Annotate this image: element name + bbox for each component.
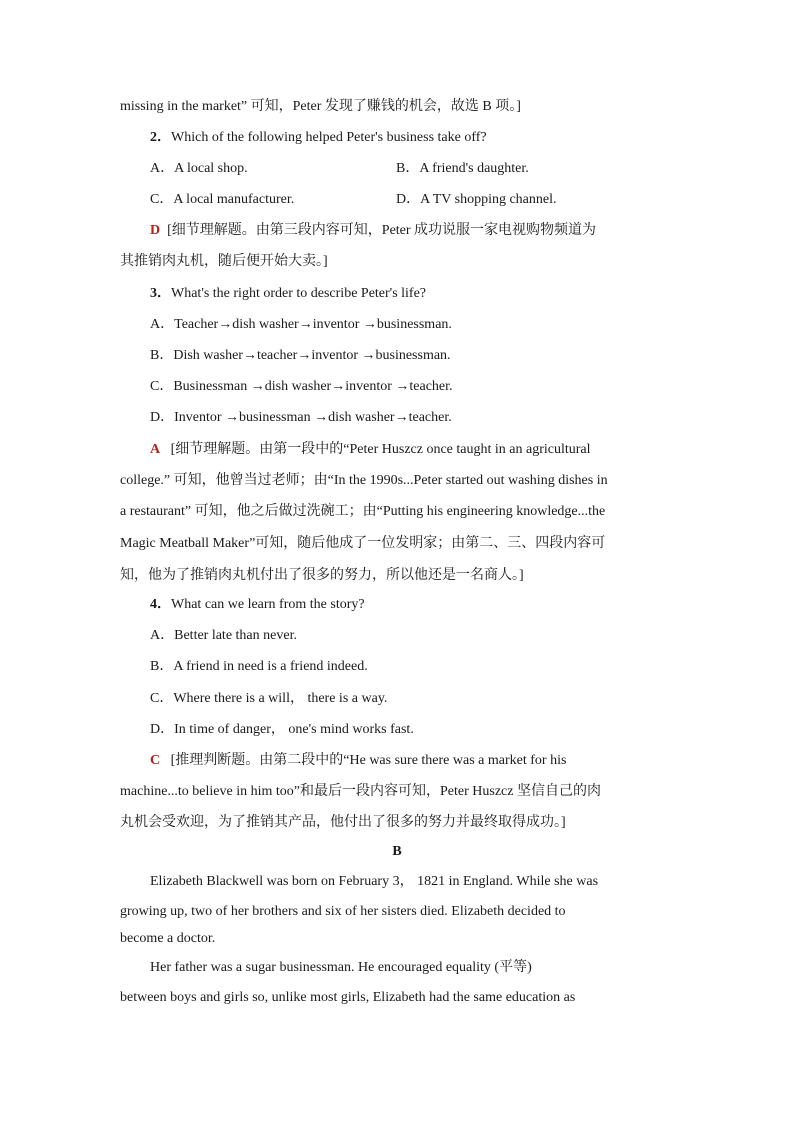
- q2-explanation-line1: [150, 221, 596, 241]
- q4-stem-line: [150, 595, 365, 615]
- q2-option-c: [150, 190, 294, 210]
- q4-option-a-text: Better late than never.: [174, 628, 297, 643]
- q4-answer: C: [150, 753, 161, 768]
- q3-explanation-line5: 知，他为了推销肉丸机付出了很多的努力，所以他还是一名商人。]: [120, 568, 524, 583]
- q3-option-d: [150, 408, 452, 428]
- q3-option-c-text: Businessman →dish washer→inventor →teacher.: [173, 379, 453, 394]
- q3-number: 3．: [150, 286, 171, 301]
- q3-option-b-text: Dish washer→teacher→inventor →businessman.: [173, 348, 451, 363]
- q4-option-b-text: A friend in need is a friend indeed.: [173, 659, 368, 674]
- q3-option-b-label: B．: [150, 348, 174, 363]
- q4-explanation-line1: [150, 751, 566, 771]
- q3-option-c: [150, 377, 453, 397]
- q3-option-a-label: A．: [150, 317, 175, 332]
- q4-stem: What can we learn from the story?: [171, 597, 365, 612]
- q3-explanation-line3: a restaurant” 可知，他之后做过洗碗工；由“Putting his engineering knowledge...the: [120, 504, 606, 519]
- section-b-p2-line2: between boys and girls so, unlike most girls, Elizabeth had the same education as: [120, 990, 576, 1005]
- q3-option-c-label: C．: [150, 379, 174, 394]
- q2-option-a-text: A local shop.: [174, 161, 248, 176]
- q4-option-c-label: C．: [150, 691, 174, 706]
- q4-explanation-text1: [推理判断题。由第二段中的“He was sure there was a market for his: [170, 753, 567, 768]
- q4-option-c-text: Where there is a will， there is a way.: [173, 691, 388, 706]
- q4-number: 4．: [150, 597, 171, 612]
- q3-explanation-line1: [150, 440, 591, 460]
- q4-option-b: [150, 657, 368, 677]
- section-b-p2-line1: Her father was a sugar businessman. He encouraged equality (平等): [150, 960, 532, 975]
- q3-option-b: [150, 346, 451, 366]
- q3-explanation-line2: college.” 可知，他曾当过老师；由“In the 1990s...Peter started out washing dishes in: [120, 473, 608, 488]
- q3-answer: A: [150, 442, 161, 457]
- section-b-p1-line1: Elizabeth Blackwell was born on February 3， 1821 in England. While she was: [150, 874, 599, 889]
- q3-explanation-line4: Magic Meatball Maker”可知，随后他成了一位发明家；由第二、三、四段内容可: [120, 536, 606, 551]
- q2-answer: D: [150, 223, 161, 238]
- q3-stem: What's the right order to describe Peter's life?: [171, 286, 427, 301]
- q2-option-a: [150, 159, 248, 179]
- q4-option-d-label: D．: [150, 722, 175, 737]
- q2-option-a-label: A．: [150, 161, 175, 176]
- q2-number: 2．: [150, 130, 171, 145]
- q4-option-d-text: In time of danger， one's mind works fast.: [174, 722, 414, 737]
- q4-option-d: [150, 720, 414, 740]
- q2-option-d-text: A TV shopping channel.: [420, 192, 557, 207]
- section-b-heading: B: [392, 844, 402, 859]
- section-b-p1-line2: growing up, two of her brothers and six of her sisters died. Elizabeth decided to: [120, 904, 566, 919]
- q3-option-d-label: D．: [150, 410, 175, 425]
- q1-explanation-tail: missing in the market” 可知，Peter 发现了赚钱的机会，故选 B 项。]: [120, 99, 521, 114]
- q3-option-a-text: Teacher→dish washer→inventor →businessman.: [174, 317, 452, 332]
- q2-option-c-label: C．: [150, 192, 174, 207]
- q4-option-c: [150, 689, 387, 709]
- q2-stem-line: [150, 128, 487, 148]
- q2-explanation-line2: 其推销肉丸机，随后便开始大卖。]: [120, 254, 328, 269]
- q2-stem: Which of the following helped Peter's business take off?: [171, 130, 487, 145]
- q2-option-c-text: A local manufacturer.: [173, 192, 295, 207]
- q3-option-d-text: Inventor →businessman →dish washer→teacher.: [174, 410, 452, 425]
- q2-option-b-text: A friend's daughter.: [419, 161, 529, 176]
- q2-explanation-text1: [细节理解题。由第三段内容可知，Peter 成功说服一家电视购物频道为: [167, 223, 597, 238]
- q3-explanation-text1: [细节理解题。由第一段中的“Peter Huszcz once taught in an agricultural: [170, 442, 591, 457]
- q2-option-b: [396, 159, 529, 179]
- q2-option-d: [396, 190, 557, 210]
- q3-option-a: [150, 315, 452, 335]
- q4-option-b-label: B．: [150, 659, 174, 674]
- q4-explanation-line2: machine...to believe in him too”和最后一段内容可知，Peter Huszcz 坚信自己的肉: [120, 784, 601, 799]
- q2-option-d-label: D．: [396, 192, 421, 207]
- q4-explanation-line3: 丸机会受欢迎，为了推销其产品，他付出了很多的努力并最终取得成功。]: [120, 815, 566, 830]
- section-b-p1-line3: become a doctor.: [120, 931, 216, 946]
- q4-option-a-label: A．: [150, 628, 175, 643]
- q3-stem-line: [150, 284, 426, 304]
- q4-option-a: [150, 626, 297, 646]
- q2-option-b-label: B．: [396, 161, 420, 176]
